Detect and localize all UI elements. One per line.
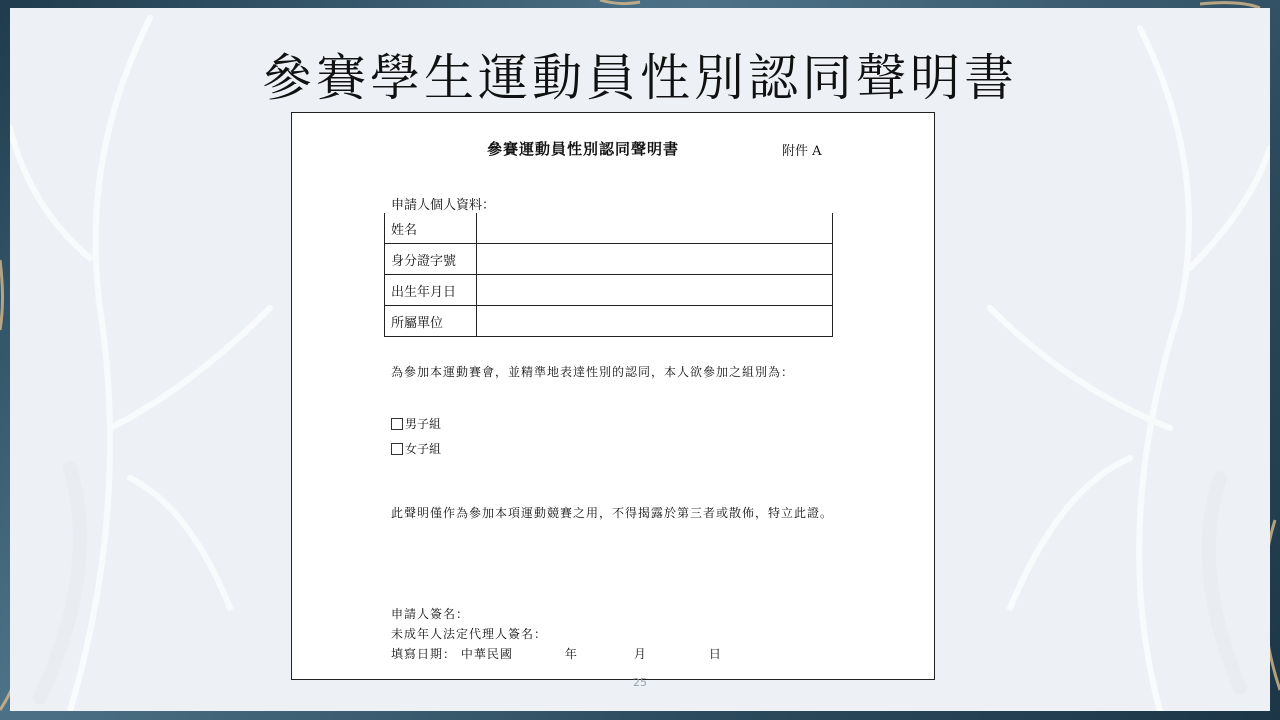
page-number: 25 xyxy=(633,676,647,689)
year-label: 年 xyxy=(564,647,578,661)
option-label: 男子組 xyxy=(405,417,442,431)
table-row xyxy=(385,306,833,337)
slide-title: 參賽學生運動員性別認同聲明書 xyxy=(262,49,1018,107)
table-row xyxy=(385,275,833,306)
era-label: 中華民國 xyxy=(460,647,513,661)
field-label: 身分證字號 xyxy=(385,244,477,275)
field-value xyxy=(477,244,833,275)
table-row xyxy=(385,244,833,275)
checkbox-icon xyxy=(391,443,403,455)
attachment-label: 附件 A xyxy=(782,144,822,159)
option-female xyxy=(391,440,441,457)
form-title: 參賽運動員性別認同聲明書 xyxy=(487,140,680,158)
table-row xyxy=(385,213,833,244)
field-value xyxy=(477,275,833,306)
declaration-form xyxy=(291,112,935,680)
field-value xyxy=(477,213,833,244)
date-prefix: 填寫日期： xyxy=(391,647,457,661)
field-value xyxy=(477,306,833,337)
intro-text: 為參加本運動賽會，並精準地表達性別的認同，本人欲參加之組別為： xyxy=(391,365,795,379)
field-label: 所屬單位 xyxy=(385,306,477,337)
statement-text: 此聲明僅作為參加本項運動競賽之用，不得揭露於第三者或散佈，特立此證。 xyxy=(391,506,834,520)
guardian-signature-label: 未成年人法定代理人簽名： xyxy=(391,627,548,641)
applicant-signature-label: 申請人簽名： xyxy=(391,607,470,621)
personal-info-label: 申請人個人資料： xyxy=(391,198,496,213)
personal-info-table xyxy=(384,213,833,337)
option-label: 女子組 xyxy=(405,442,442,456)
field-label: 出生年月日 xyxy=(385,275,477,306)
month-label: 月 xyxy=(633,647,647,661)
date-line xyxy=(391,645,722,662)
checkbox-icon xyxy=(391,418,403,430)
day-label: 日 xyxy=(708,647,722,661)
field-label: 姓名 xyxy=(385,213,477,244)
option-male xyxy=(391,415,441,432)
